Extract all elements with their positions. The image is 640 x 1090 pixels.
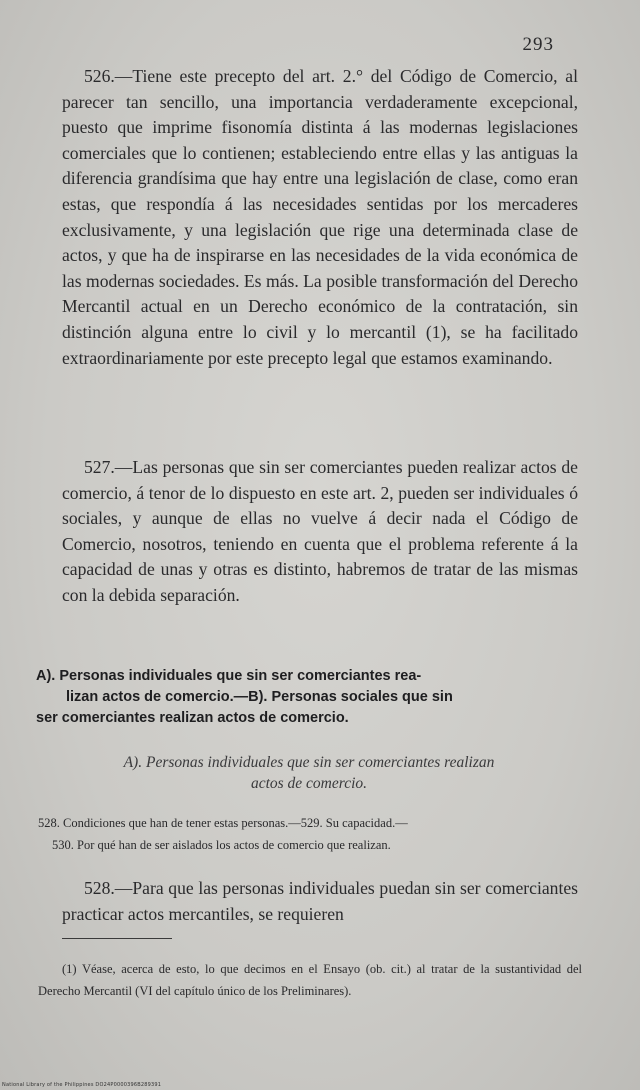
- section-heading-line: lizan actos de comercio.—B). Personas sociales que sin: [66, 689, 453, 705]
- paragraph-528: 528.—Para que las personas individuales puedan sin ser comerciantes practicar actos mercantiles, se requieren: [62, 878, 578, 924]
- paragraph-527: 527.—Las personas que sin ser comerciantes pueden realizar actos de comercio, á tenor de lo dispuesto en este art. 2, pueden ser individuales ó sociales, y aunque de ellas no vuelve á decir nada el Código de Comercio, nosotros, teniendo en cuenta que el problema referente á la capacidad de unas y otras es distinto, habremos de tratar de las mismas con la debida separación.: [62, 457, 578, 605]
- section-heading-line: A). Personas individuales que sin ser comerciantes rea-: [36, 668, 422, 684]
- footnote: (1) Véase, acerca de esto, lo que decimos en el Ensayo (ob. cit.) al tratar de la sustantividad del Derecho Mercantil (VI del capítulo único de los Preliminares).: [38, 962, 582, 998]
- section-summary: [38, 812, 582, 856]
- section-heading-line: ser comerciantes realizan actos de comercio.: [36, 710, 349, 726]
- summary-line: 528. Condiciones que han de tener estas personas.—529. Su capacidad.—: [38, 816, 408, 830]
- footnote-divider: [62, 938, 172, 939]
- subsection-heading-line: actos de comercio.: [250, 775, 368, 792]
- subsection-heading: [44, 752, 574, 794]
- summary-line: 530. Por qué han de ser aislados los actos de comercio que realizan.: [52, 838, 391, 852]
- subsection-heading-line: A). Personas individuales que sin ser comerciantes realizan: [123, 754, 495, 771]
- paragraph-526: 526.—Tiene este precepto del art. 2.° del Código de Comercio, al parecer tan sencillo, una importancia verdaderamente excepcional, puesto que imprime fisonomía distinta á las modernas legislaciones comerciales que lo contienen; estableciendo entre ellas y las antiguas la diferencia grandísima que hay entre una legislación de clase, como eran estas, que respondía á las necesidades sentidas por los mercaderes exclusivamente, y una legislación que rige una determinada clase de actos, y que ha de inspirarse en las necesidades de la vida económica de las modernas sociedades. Es más. La posible transformación del Derecho Mercantil actual en un Derecho económico de la contratación, sin distinción alguna entre lo civil y lo mercantil (1), se ha facilitado extraordinariamente por este precepto legal que estamos examinando.: [62, 66, 578, 368]
- section-heading: [36, 666, 576, 729]
- library-footer: National Library of the Philippines DO24P0000396B289391: [2, 1082, 162, 1088]
- page-number: 293: [522, 34, 554, 55]
